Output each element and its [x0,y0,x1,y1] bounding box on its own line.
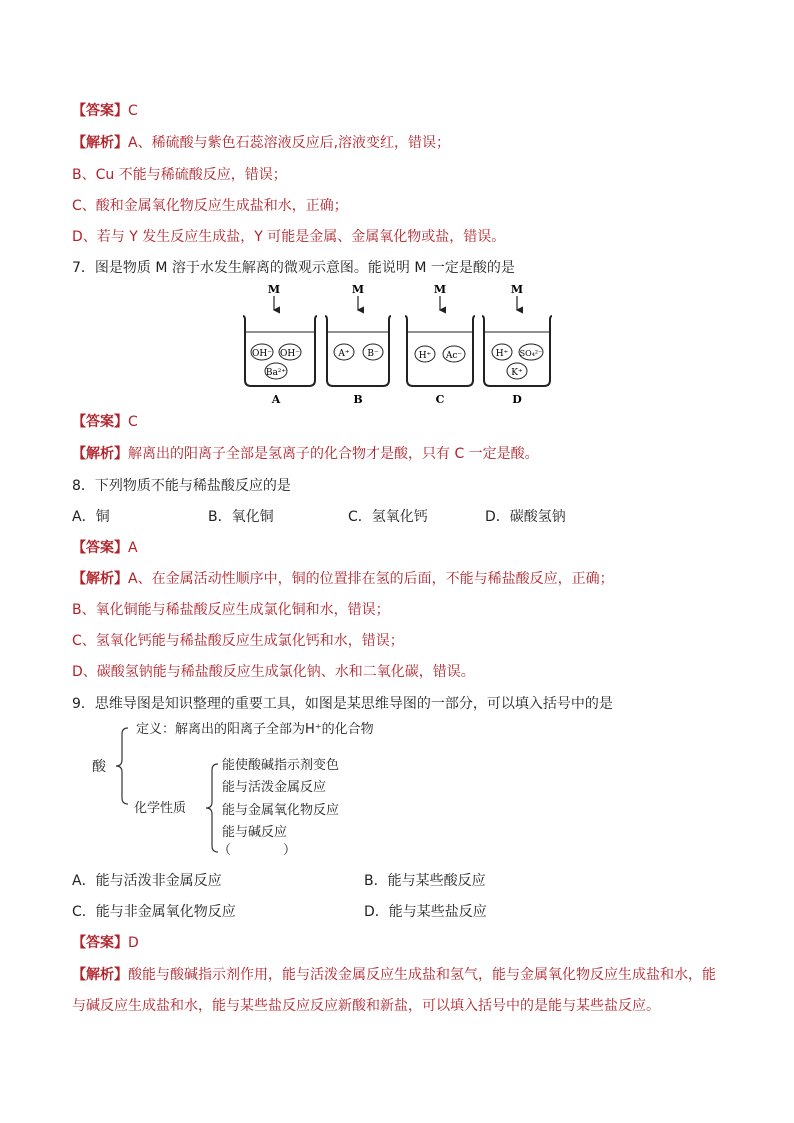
q9-option-c: C．能与非金属氧化物反应 [72,904,236,920]
mind-map-chem-props: 化学性质 [134,801,187,816]
mind-map-prop-4: 能与碱反应 [222,825,288,840]
mind-map-definition: 定义：解离出的阳离子全部为H⁺的化合物 [136,722,374,737]
mind-map-prop-3: 能与金属氧化物反应 [222,803,340,818]
ion: A⁺ [338,349,350,359]
q9-option-d: D．能与某些盐反应 [364,904,487,920]
answer-tag: 【答案】 [72,414,128,430]
mind-map-blank: （ ） [218,843,297,858]
q9-option-b: B．能与某些酸反应 [364,873,486,889]
q8-analysis-1: 【解析】A、在金属活动性顺序中，铜的位置排在氢的后面，不能与稀盐酸反应，正确； [72,571,614,587]
q6-analysis-1: 【解析】A、稀硫酸与紫色石蕊溶液反应后,溶液变红，错误； [72,135,451,151]
ion: SO₄²⁻ [519,349,543,358]
q8-answer [72,539,138,557]
beaker-label: A [271,393,281,406]
q6-analysis-4: D、若与 Y 发生反应生成盐，Y 可能是金属、金属氧化物或盐，错误。 [72,229,506,245]
ion: Ac⁻ [445,351,463,361]
q9-analysis-2: 与碱反应生成盐和水，能与某些盐反应反应新酸和新盐，可以填入括号中的是能与某些盐反应。 [72,998,660,1014]
q9-answer [72,934,139,952]
answer-value: C [128,103,138,119]
q8-analysis-4: D、碳酸氢钠能与稀盐酸反应生成氯化钠、水和二氧化碳，错误。 [72,664,475,680]
q6-analysis-3: C、酸和金属氧化物反应生成盐和水，正确； [72,198,348,214]
analysis-tag: 【解析】 [72,446,128,462]
m-label: M [351,283,365,296]
beaker-a [243,283,317,406]
q8-option-a: A．铜 [72,509,110,525]
mind-map-root: 酸 [92,759,106,775]
ion: H⁺ [495,349,509,359]
m-label: M [433,283,447,296]
q8-option-b: B．氧化铜 [208,509,274,525]
analysis-tag: 【解析】 [72,967,128,983]
beaker-label: C [435,393,445,406]
analysis-tag: 【解析】 [72,135,128,151]
analysis-tag: 【解析】 [72,571,128,587]
q8-question: 8．下列物质不能与稀盐酸反应的是 [72,478,291,494]
q9-option-a: A．能与活泼非金属反应 [72,873,222,889]
mind-map-prop-2: 能与活泼金属反应 [222,780,327,795]
ionization-diagram [237,282,557,410]
answer-tag: 【答案】 [72,935,128,951]
ion: OH⁻ [252,349,272,359]
beaker-b [325,283,391,406]
q8-option-d: D．碳酸氢钠 [485,509,566,525]
q7-question: 7．图是物质 M 溶于水发生解离的微观示意图。能说明 M 一定是酸的是 [72,260,515,276]
q8-analysis-3: C、氢氧化钙能与稀盐酸反应生成氯化钙和水，错误； [72,633,404,649]
q6-answer [72,102,138,120]
ion: OH⁻ [280,349,300,359]
answer-value: D [128,935,139,951]
mind-map [90,718,420,863]
q8-option-c: C．氢氧化钙 [348,509,428,525]
m-label: M [267,283,281,296]
beaker-c [405,283,475,406]
beaker-label: D [512,393,522,406]
answer-value: C [128,414,138,430]
m-label: M [510,283,524,296]
ion: K⁺ [511,368,523,378]
ion: Ba²⁺ [265,368,287,378]
beaker-label: B [353,393,363,406]
q9-analysis-1: 【解析】酸能与酸碱指示剂作用，能与活泼金属反应生成盐和氢气，能与金属氧化物反应生成盐和水，能 [72,967,716,983]
q6-analysis-2: B、Cu 不能与稀硫酸反应，错误； [72,167,287,183]
q7-answer [72,413,138,431]
answer-tag: 【答案】 [72,540,128,556]
q9-question: 9．思维导图是知识整理的重要工具，如图是某思维导图的一部分，可以填入括号中的是 [72,696,613,712]
q7-analysis: 【解析】解离出的阳离子全部是氢离子的化合物才是酸，只有 C 一定是酸。 [72,446,539,462]
mind-map-prop-1: 能使酸碱指示剂变色 [222,758,340,773]
beaker-d [482,283,552,406]
answer-tag: 【答案】 [72,103,128,119]
answer-value: A [128,540,138,556]
ion: B⁻ [367,349,379,359]
q8-analysis-2: B、氧化铜能与稀盐酸反应生成氯化铜和水，错误； [72,602,390,618]
ion: H⁺ [418,351,432,361]
